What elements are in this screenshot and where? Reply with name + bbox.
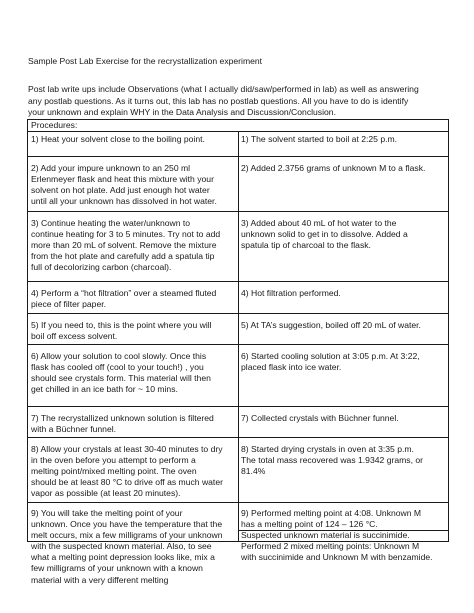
procedure-line: 9) You will take the melting point of your bbox=[31, 508, 183, 518]
procedure-line: 3) Continue heating the water/unknown to bbox=[31, 218, 191, 228]
procedure-line: flask has cooled off (cool to your touch!) , you bbox=[31, 362, 204, 373]
procedure-line: unknown. Once you have the temperature that the bbox=[31, 519, 223, 530]
procedures-table bbox=[27, 119, 449, 585]
observation-line: Suspected unknown material is succinimide. bbox=[241, 530, 410, 541]
procedure-line: should be at least 80 °C to drive off as much water bbox=[31, 477, 223, 488]
procedure-line: from the hot plate and carefully add a spatula tip bbox=[31, 251, 215, 262]
observation-end-rule bbox=[238, 530, 448, 531]
procedure-line: 6) Allow your solution to cool slowly. Once this bbox=[31, 351, 207, 361]
procedure-line: with the suspected known material. Also, to see bbox=[31, 541, 212, 552]
observation-line: 6) Started cooling solution at 3:05 p.m. At 3:22, bbox=[241, 351, 420, 361]
procedure-line: 7) The recrystallized unknown solution is filtered bbox=[31, 413, 214, 423]
procedure-cell bbox=[28, 131, 238, 156]
procedure-line: 5) If you need to, this is the point where you will bbox=[31, 320, 212, 330]
procedure-line: more than 20 mL of solvent. Remove the mixture bbox=[31, 240, 217, 251]
observation-line: 9) Performed melting point at 4:08. Unknown M bbox=[241, 508, 422, 518]
intro-line-1: Post lab write ups include Observations (what I actually did/saw/performed in lab) as well as answering bbox=[28, 84, 419, 94]
procedure-line: melt occurs, mix a few milligrams of your unknown bbox=[31, 530, 223, 541]
procedure-cell bbox=[28, 156, 238, 211]
observation-line: 7) Collected crystals with Büchner funnel. bbox=[241, 413, 399, 423]
observation-cell bbox=[238, 344, 448, 406]
procedure-line: 8) Allow your crystals at least 30-40 minutes to dry bbox=[31, 444, 223, 454]
procedure-line: with a Büchner funnel. bbox=[31, 424, 117, 435]
procedure-line: solvent on hot plate. Add just enough hot water bbox=[31, 185, 210, 196]
procedure-line: get chilled in an ice bath for ~ 10 mins. bbox=[31, 384, 178, 395]
observation-line: 2) Added 2.3756 grams of unknown M to a flask. bbox=[241, 163, 426, 173]
observation-line: Performed 2 mixed melting points: Unknown M bbox=[241, 541, 420, 552]
procedure-line: vapor as possible (at least 20 minutes). bbox=[31, 488, 181, 499]
observation-line: with succinimide and Unknown M with benzamide. bbox=[241, 552, 433, 563]
procedure-line: full of decolorizing carbon (charcoal). bbox=[31, 262, 172, 273]
procedure-line: 2) Add your impure unknown to an 250 ml bbox=[31, 163, 191, 173]
observation-cell bbox=[238, 281, 448, 313]
observation-line: has a melting point of 124 – 126 °C. bbox=[241, 519, 378, 530]
intro-line-2: any postlab questions. As it turns out, this lab has no postlab questions. All you have to do is identify bbox=[28, 95, 409, 106]
procedure-line: 1) Heat your solvent close to the boiling point. bbox=[31, 134, 205, 144]
procedure-cell bbox=[28, 281, 238, 313]
procedure-line: in the oven before you attempt to perform a bbox=[31, 455, 196, 466]
procedure-line: what a melting point depression looks like, mix a bbox=[31, 552, 215, 563]
observation-line: 8) Started drying crystals in oven at 3:35 p.m. bbox=[241, 444, 414, 454]
observation-line: 1) The solvent started to boil at 2:25 p.m. bbox=[241, 134, 398, 144]
procedure-cell bbox=[28, 406, 238, 437]
procedure-line: boil off excess solvent. bbox=[31, 331, 118, 342]
observation-cell bbox=[238, 406, 448, 437]
procedure-line: material with a very different melting bbox=[31, 574, 169, 585]
procedure-line: should see crystals form. This material will then bbox=[31, 373, 211, 384]
procedure-cell bbox=[28, 502, 238, 585]
observation-line: placed flask into ice water. bbox=[241, 362, 342, 373]
procedures-header: Procedures: bbox=[31, 120, 78, 130]
observation-line: 5) At TA’s suggestion, boiled off 20 mL of water. bbox=[241, 320, 421, 330]
document-title: Sample Post Lab Exercise for the recrystallization experiment bbox=[28, 56, 263, 66]
observation-line: 81.4% bbox=[241, 466, 266, 477]
observation-cell bbox=[238, 211, 448, 281]
procedure-line: piece of filter paper. bbox=[31, 299, 107, 310]
procedure-cell bbox=[28, 211, 238, 281]
intro-line-3: your unknown and explain WHY in the Data Analysis and Discussion/Conclusion. bbox=[28, 107, 336, 117]
observation-cell bbox=[238, 156, 448, 211]
procedure-cell bbox=[28, 437, 238, 502]
observation-cell bbox=[238, 502, 448, 563]
observation-line: 4) Hot filtration performed. bbox=[241, 288, 341, 298]
observation-cell bbox=[238, 437, 448, 502]
procedure-line: continue heating for 3 to 5 minutes. Try not to add bbox=[31, 229, 221, 240]
procedure-line: melting point/mixed melting point. The oven bbox=[31, 466, 197, 477]
observation-line: spatula tip of charcoal to the flask. bbox=[241, 240, 371, 251]
procedure-cell bbox=[28, 344, 238, 406]
observation-cell bbox=[238, 313, 448, 344]
observation-cell bbox=[238, 131, 448, 156]
procedure-cell bbox=[28, 313, 238, 344]
procedure-line: few milligrams of your unknown with a known bbox=[31, 563, 203, 574]
observation-line: The total mass recovered was 1.9342 grams, or bbox=[241, 455, 423, 466]
procedure-line: until all your unknown has dissolved in hot water. bbox=[31, 196, 217, 207]
observation-line: 3) Added about 40 mL of hot water to the bbox=[241, 218, 397, 228]
procedure-line: Erlenmeyer flask and heat this mixture with your bbox=[31, 174, 214, 185]
observation-line: unknown solid to get in to dissolve. Added a bbox=[241, 229, 408, 240]
procedure-line: 4) Perform a “hot filtration” over a steamed fluted bbox=[31, 288, 217, 298]
